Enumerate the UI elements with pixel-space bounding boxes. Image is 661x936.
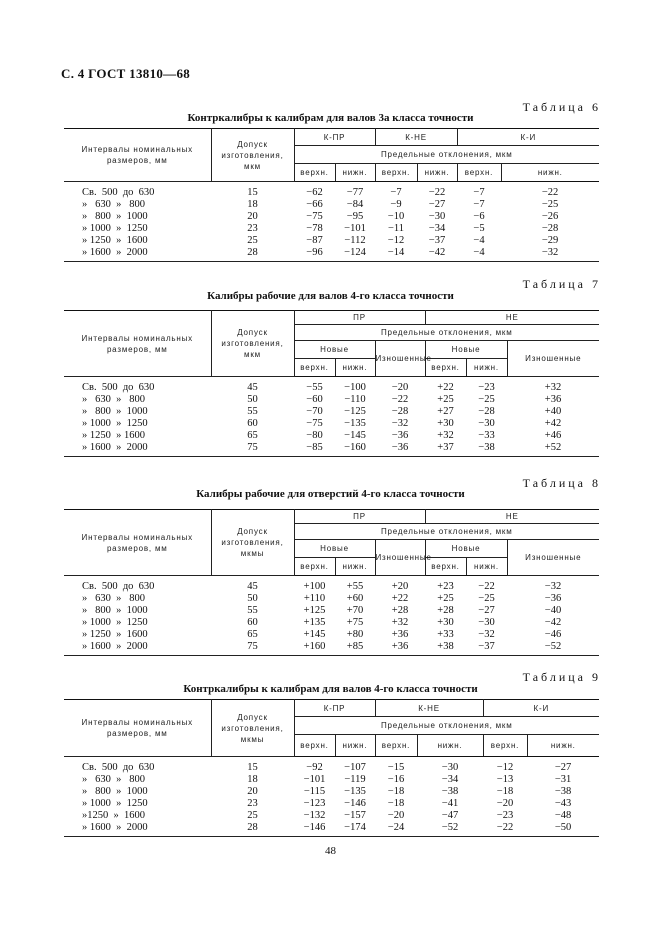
interval-cell: » 1250 » 1600 xyxy=(82,629,148,640)
deviation-cell: −31 xyxy=(554,774,572,785)
deviation-cell: −25 xyxy=(541,199,559,210)
deviation-cell: −70 xyxy=(306,406,323,417)
tolerance-cell: 20 xyxy=(247,786,258,797)
table-row xyxy=(64,641,599,656)
deviation-cell: −52 xyxy=(507,641,599,656)
deviation-cell: −125 xyxy=(344,406,366,417)
worn-header: Изношенные xyxy=(507,540,599,576)
deviation-cell: −47 xyxy=(441,810,459,821)
deviation-cell: −42 xyxy=(417,247,457,262)
deviation-cell: +80 xyxy=(346,629,364,640)
deviation-cell: −107 xyxy=(344,762,366,773)
table-row xyxy=(64,235,599,247)
worn-header: Изношенные xyxy=(375,540,425,576)
deviation-cell: −7 xyxy=(473,199,485,210)
deviation-cell: +23 xyxy=(437,581,454,592)
deviation-cell: −7 xyxy=(473,187,485,198)
deviation-cell: −50 xyxy=(527,822,599,837)
deviation-cell: −28 xyxy=(391,406,409,417)
deviation-cell: −32 xyxy=(391,418,409,429)
tolerance-cell: 25 xyxy=(247,810,258,821)
deviation-cell: +40 xyxy=(544,406,562,417)
deviation-cell: −33 xyxy=(478,430,495,441)
interval-header: Интервалы номинальных размеров, мм xyxy=(64,129,211,182)
deviation-cell: +100 xyxy=(303,581,326,592)
interval-cell: » 1000 » 1250 xyxy=(82,798,148,809)
deviation-cell: −28 xyxy=(478,406,495,417)
deviation-cell: −55 xyxy=(306,382,323,393)
deviation-cell: −34 xyxy=(441,774,459,785)
deviation-cell: −38 xyxy=(441,786,459,797)
deviation-cell: −7 xyxy=(390,187,402,198)
interval-cell: » 630 » 800 xyxy=(82,394,145,405)
worn-header: Изношенные xyxy=(507,341,599,377)
deviation-cell: −29 xyxy=(541,235,559,246)
deviation-cell: −62 xyxy=(306,187,323,198)
deviation-cell: −160 xyxy=(335,442,375,457)
deviations-header: Предельные отклонения, мкм xyxy=(294,524,599,540)
interval-cell: » 1600 » 2000 xyxy=(64,641,211,656)
deviation-cell: +20 xyxy=(391,581,409,592)
table-row xyxy=(64,576,599,594)
upper-header: верхн. xyxy=(294,164,335,182)
new-header: Новые xyxy=(425,341,507,359)
deviation-cell: −22 xyxy=(428,187,446,198)
tolerance-cell: 23 xyxy=(247,223,258,234)
tolerance-header: Допуск изготовления, мкм xyxy=(211,311,294,377)
deviation-cell: −20 xyxy=(391,382,409,393)
deviation-cell: −43 xyxy=(554,798,572,809)
page-number: 48 xyxy=(325,845,336,857)
deviation-cell: −27 xyxy=(554,762,572,773)
tolerance-header: Допуск изготовления, мкмы xyxy=(211,700,294,757)
upper-header: верхн. xyxy=(375,164,417,182)
deviation-cell: −25 xyxy=(478,593,495,604)
table-row xyxy=(64,798,599,810)
deviation-cell: +75 xyxy=(346,617,364,628)
table-7-number: Таблица 7 xyxy=(522,277,601,291)
lower-header: нижн. xyxy=(335,558,375,576)
deviation-cell: −146 xyxy=(294,822,335,837)
deviation-cell: −174 xyxy=(335,822,375,837)
tolerance-cell: 23 xyxy=(247,798,258,809)
deviation-cell: −11 xyxy=(387,223,405,234)
deviation-cell: −84 xyxy=(346,199,364,210)
deviation-cell: −36 xyxy=(544,593,562,604)
deviation-cell: −4 xyxy=(473,235,485,246)
deviation-cell: −32 xyxy=(544,581,562,592)
deviation-cell: +55 xyxy=(346,581,364,592)
table-row xyxy=(64,223,599,235)
lower-header: нижн. xyxy=(335,164,375,182)
upper-header: верхн. xyxy=(483,735,527,757)
interval-cell: Св. 500 до 630 xyxy=(82,187,155,198)
deviation-cell: −28 xyxy=(541,223,559,234)
deviation-cell: −9 xyxy=(390,199,402,210)
interval-cell: » 1600 » 2000 xyxy=(64,822,211,837)
table-row xyxy=(64,377,599,395)
interval-cell: » 1000 » 1250 xyxy=(82,223,148,234)
deviation-cell: −4 xyxy=(457,247,501,262)
table-row xyxy=(64,810,599,822)
table-7 xyxy=(64,310,599,457)
deviation-cell: +25 xyxy=(437,593,454,604)
table-row xyxy=(64,774,599,786)
deviation-cell: +70 xyxy=(346,605,364,616)
deviation-cell: −15 xyxy=(387,762,405,773)
deviation-cell: −101 xyxy=(303,774,326,785)
deviation-cell: +30 xyxy=(437,617,454,628)
tolerance-cell: 55 xyxy=(247,605,258,616)
deviation-cell: −10 xyxy=(387,211,405,222)
deviation-cell: −20 xyxy=(387,810,405,821)
deviation-cell: −22 xyxy=(541,187,559,198)
page-header: С. 4 ГОСТ 13810—68 xyxy=(61,66,191,81)
deviation-cell: −132 xyxy=(303,810,326,821)
deviation-cell: −12 xyxy=(387,235,405,246)
deviation-cell: −41 xyxy=(441,798,459,809)
deviation-cell: −146 xyxy=(344,798,366,809)
deviation-cell: −135 xyxy=(344,418,366,429)
deviation-cell: −36 xyxy=(375,442,425,457)
deviation-cell: +25 xyxy=(437,394,454,405)
upper-header: верхн. xyxy=(425,558,466,576)
table-6 xyxy=(64,128,599,262)
deviation-cell: +32 xyxy=(544,382,562,393)
deviation-cell: −95 xyxy=(346,211,364,222)
tolerance-cell: 28 xyxy=(211,247,294,262)
deviation-cell: −32 xyxy=(501,247,599,262)
deviation-cell: −23 xyxy=(496,810,514,821)
table-7-title: Калибры рабочие для валов 4-го класса точности xyxy=(207,290,454,302)
deviation-cell: −18 xyxy=(496,786,514,797)
interval-header: Интервалы номинальных размеров, мм xyxy=(64,700,211,757)
group-kne-header: К-НЕ xyxy=(375,700,483,717)
deviation-cell: −124 xyxy=(335,247,375,262)
deviation-cell: −75 xyxy=(306,211,323,222)
tolerance-cell: 65 xyxy=(247,629,258,640)
interval-cell: » 630 » 800 xyxy=(82,199,145,210)
deviation-cell: −23 xyxy=(478,382,495,393)
deviation-cell: +46 xyxy=(544,430,562,441)
group-kne-header: К-НЕ xyxy=(375,129,457,146)
deviation-cell: −87 xyxy=(306,235,323,246)
new-header: Новые xyxy=(425,540,507,558)
table-row xyxy=(64,418,599,430)
table-row xyxy=(64,629,599,641)
interval-header: Интервалы номинальных размеров, мм xyxy=(64,311,211,377)
deviation-cell: +125 xyxy=(303,605,326,616)
upper-header: верхн. xyxy=(294,735,335,757)
table-row xyxy=(64,786,599,798)
interval-cell: » 1600 » 2000 xyxy=(64,442,211,457)
deviation-cell: −20 xyxy=(496,798,514,809)
tolerance-cell: 75 xyxy=(211,641,294,656)
deviation-cell: +60 xyxy=(346,593,364,604)
deviation-cell: −46 xyxy=(544,629,562,640)
deviation-cell: −60 xyxy=(306,394,323,405)
deviation-cell: +135 xyxy=(303,617,326,628)
group-ne-header: НЕ xyxy=(425,510,599,524)
interval-cell: » 1000 » 1250 xyxy=(82,418,148,429)
deviation-cell: +36 xyxy=(375,641,425,656)
table-9 xyxy=(64,699,599,837)
deviation-cell: +27 xyxy=(437,406,454,417)
deviation-cell: +30 xyxy=(437,418,454,429)
group-kpr-header: К-ПР xyxy=(294,129,375,146)
deviation-cell: −18 xyxy=(387,798,405,809)
tolerance-cell: 50 xyxy=(247,593,258,604)
tolerance-header: Допуск изготовления, мкм xyxy=(211,129,294,182)
tolerance-cell: 25 xyxy=(247,235,258,246)
new-header: Новые xyxy=(294,540,375,558)
lower-header: нижн. xyxy=(527,735,599,757)
deviation-cell: +42 xyxy=(544,418,562,429)
deviation-cell: +38 xyxy=(425,641,466,656)
deviation-cell: −75 xyxy=(306,418,323,429)
deviation-cell: −24 xyxy=(375,822,417,837)
group-ki-header: К-И xyxy=(457,129,599,146)
upper-header: верхн. xyxy=(294,558,335,576)
tolerance-cell: 20 xyxy=(247,211,258,222)
deviation-cell: −16 xyxy=(387,774,405,785)
upper-header: верхн. xyxy=(375,735,417,757)
deviation-cell: −66 xyxy=(306,199,323,210)
interval-cell: » 630 » 800 xyxy=(82,774,145,785)
interval-cell: Св. 500 до 630 xyxy=(82,382,155,393)
deviation-cell: −26 xyxy=(541,211,559,222)
deviation-cell: +36 xyxy=(544,394,562,405)
interval-cell: » 800 » 1000 xyxy=(82,786,148,797)
deviations-header: Предельные отклонения, мкм xyxy=(294,146,599,164)
deviation-cell: +160 xyxy=(294,641,335,656)
table-8 xyxy=(64,509,599,656)
deviation-cell: −34 xyxy=(428,223,446,234)
tolerance-cell: 60 xyxy=(247,617,258,628)
deviation-cell: −110 xyxy=(344,394,366,405)
table-row xyxy=(64,394,599,406)
deviation-cell: −100 xyxy=(344,382,366,393)
interval-cell: » 800 » 1000 xyxy=(82,406,148,417)
deviation-cell: −30 xyxy=(478,617,495,628)
tolerance-cell: 15 xyxy=(247,187,258,198)
deviation-cell: −115 xyxy=(303,786,326,797)
upper-header: верхн. xyxy=(457,164,501,182)
interval-cell: »1250 » 1600 xyxy=(82,810,145,821)
deviation-cell: −52 xyxy=(417,822,483,837)
deviation-cell: −25 xyxy=(478,394,495,405)
tolerance-cell: 18 xyxy=(247,199,258,210)
deviation-cell: −30 xyxy=(428,211,446,222)
interval-cell: » 800 » 1000 xyxy=(82,605,148,616)
tolerance-cell: 55 xyxy=(247,406,258,417)
table-row xyxy=(64,822,599,837)
deviation-cell: −14 xyxy=(375,247,417,262)
table-row xyxy=(64,605,599,617)
deviation-cell: −38 xyxy=(554,786,572,797)
lower-header: нижн. xyxy=(335,359,375,377)
deviation-cell: −27 xyxy=(478,605,495,616)
deviation-cell: +33 xyxy=(437,629,454,640)
deviation-cell: −38 xyxy=(466,442,507,457)
deviation-cell: −22 xyxy=(483,822,527,837)
tolerance-cell: 18 xyxy=(247,774,258,785)
table-8-title: Калибры рабочие для отверстий 4-го класса точности xyxy=(196,488,465,500)
tolerance-cell: 28 xyxy=(211,822,294,837)
deviation-cell: −42 xyxy=(544,617,562,628)
lower-header: нижн. xyxy=(417,164,457,182)
group-pr-header: ПР xyxy=(294,311,425,325)
lower-header: нижн. xyxy=(335,735,375,757)
deviation-cell: −112 xyxy=(344,235,366,246)
table-9-number: Таблица 9 xyxy=(522,670,601,684)
group-pr-header: ПР xyxy=(294,510,425,524)
deviation-cell: −37 xyxy=(466,641,507,656)
group-ne-header: НЕ xyxy=(425,311,599,325)
deviation-cell: −78 xyxy=(306,223,323,234)
deviation-cell: −13 xyxy=(496,774,514,785)
table-row xyxy=(64,430,599,442)
deviation-cell: −5 xyxy=(473,223,485,234)
deviation-cell: −85 xyxy=(294,442,335,457)
table-row xyxy=(64,211,599,223)
deviation-cell: +145 xyxy=(303,629,326,640)
table-row xyxy=(64,182,599,200)
tolerance-cell: 75 xyxy=(211,442,294,457)
table-row xyxy=(64,757,599,775)
lower-header: нижн. xyxy=(417,735,483,757)
deviation-cell: +85 xyxy=(335,641,375,656)
tolerance-cell: 60 xyxy=(247,418,258,429)
deviation-cell: +32 xyxy=(391,617,409,628)
tolerance-cell: 15 xyxy=(247,762,258,773)
table-row xyxy=(64,199,599,211)
deviation-cell: −101 xyxy=(344,223,366,234)
deviation-cell: −22 xyxy=(391,394,409,405)
deviation-cell: −30 xyxy=(441,762,459,773)
tolerance-cell: 45 xyxy=(247,581,258,592)
table-9-title: Контркалибры к калибрам для валов 4-го класса точности xyxy=(183,683,478,695)
deviation-cell: −119 xyxy=(344,774,366,785)
interval-cell: Св. 500 до 630 xyxy=(82,581,155,592)
table-row xyxy=(64,406,599,418)
deviation-cell: +32 xyxy=(437,430,454,441)
table-row xyxy=(64,593,599,605)
interval-cell: » 1600 » 2000 xyxy=(64,247,211,262)
interval-cell: » 1000 » 1250 xyxy=(82,617,148,628)
deviation-cell: −77 xyxy=(346,187,364,198)
interval-header: Интервалы номинальных размеров, мм xyxy=(64,510,211,576)
tolerance-cell: 45 xyxy=(247,382,258,393)
deviation-cell: −96 xyxy=(294,247,335,262)
new-header: Новые xyxy=(294,341,375,359)
upper-header: верхн. xyxy=(425,359,466,377)
table-6-number: Таблица 6 xyxy=(522,100,601,114)
deviation-cell: −22 xyxy=(478,581,495,592)
deviation-cell: −6 xyxy=(473,211,485,222)
deviation-cell: −145 xyxy=(344,430,366,441)
deviation-cell: −32 xyxy=(478,629,495,640)
deviation-cell: −48 xyxy=(554,810,572,821)
deviation-cell: −30 xyxy=(478,418,495,429)
deviation-cell: −80 xyxy=(306,430,323,441)
deviation-cell: −37 xyxy=(428,235,446,246)
deviation-cell: +28 xyxy=(437,605,454,616)
tolerance-header: Допуск изготовления, мкмы xyxy=(211,510,294,576)
tolerance-cell: 65 xyxy=(247,430,258,441)
deviation-cell: −18 xyxy=(387,786,405,797)
worn-header: Изношенные xyxy=(375,341,425,377)
table-6-title: Контркалибры к калибрам для валов 3а класса точности xyxy=(187,112,474,124)
deviation-cell: −135 xyxy=(344,786,366,797)
interval-cell: » 630 » 800 xyxy=(82,593,145,604)
table-8-number: Таблица 8 xyxy=(522,476,601,490)
group-kpr-header: К-ПР xyxy=(294,700,375,717)
upper-header: верхн. xyxy=(294,359,335,377)
deviation-cell: +28 xyxy=(391,605,409,616)
deviation-cell: −123 xyxy=(303,798,326,809)
deviation-cell: +22 xyxy=(391,593,409,604)
tolerance-cell: 50 xyxy=(247,394,258,405)
lower-header: нижн. xyxy=(501,164,599,182)
deviation-cell: +52 xyxy=(507,442,599,457)
deviations-header: Предельные отклонения, мкм xyxy=(294,325,599,341)
deviation-cell: +37 xyxy=(425,442,466,457)
deviation-cell: +110 xyxy=(303,593,326,604)
deviation-cell: −157 xyxy=(344,810,366,821)
group-ki-header: К-И xyxy=(483,700,599,717)
lower-header: нижн. xyxy=(466,359,507,377)
interval-cell: » 1250 » 1600 xyxy=(82,430,145,441)
deviation-cell: −40 xyxy=(544,605,562,616)
deviation-cell: −92 xyxy=(306,762,323,773)
deviation-cell: +22 xyxy=(437,382,454,393)
lower-header: нижн. xyxy=(466,558,507,576)
deviation-cell: −36 xyxy=(391,430,409,441)
deviation-cell: −27 xyxy=(428,199,446,210)
deviation-cell: −12 xyxy=(496,762,514,773)
table-row xyxy=(64,247,599,262)
deviation-cell: +36 xyxy=(391,629,409,640)
interval-cell: Св. 500 до 630 xyxy=(82,762,155,773)
deviations-header: Предельные отклонения, мкм xyxy=(294,717,599,735)
interval-cell: » 1250 » 1600 xyxy=(82,235,148,246)
interval-cell: » 800 » 1000 xyxy=(82,211,148,222)
table-row xyxy=(64,442,599,457)
table-row xyxy=(64,617,599,629)
